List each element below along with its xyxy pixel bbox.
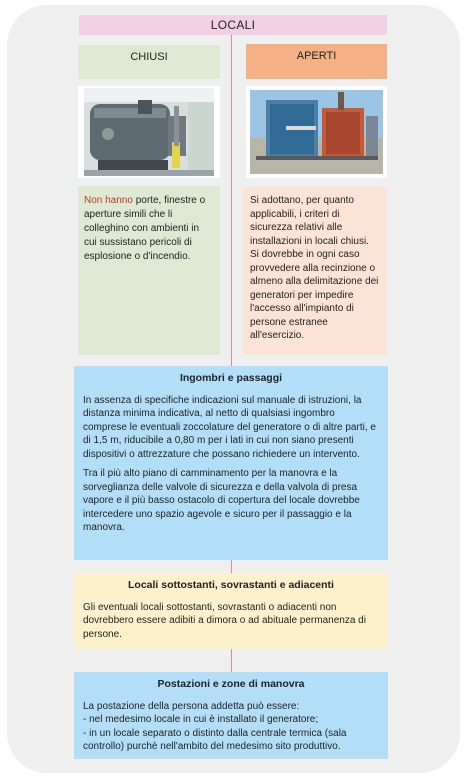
header-chiusi: CHIUSI [78,45,220,79]
header-locali: LOCALI [79,15,387,35]
section-ingombri-p2: Tra il più alto piano di camminamento per la manovra e la sorveglianza delle valvole di sicurezza e della valvola di presa vapore e il più basso ostacolo di copertura del locale dovrebbe intercedere uno spazio agevole e sicuro per il passaggio e la manovra. [83,468,360,533]
open-boiler-icon [246,86,387,178]
chiusi-description [78,186,220,355]
section-ingombri-p1: In assenza di specifiche indicazioni sul manuale di istruzioni, la distanza minima indicativa, al netto di qualsiasi ingombro comprese le eventuali zoccolature del generatore o di altre parti, e di 1,5 m, riducibile a 0,80 m per i lati in cui non siano presenti dispositivi o attrezzature che possano richiedere un intervento. [83,394,376,460]
chiusi-highlight: Non hanno [84,195,133,206]
header-aperti: APERTI [246,44,387,79]
closed-boiler-room-photo [78,86,220,178]
section-locali-title: Locali sottostanti, sovrastanti e adiacenti [128,579,334,591]
aperti-description: Si adottano, per quanto applicabili, i criteri di sicurezza relativi alle installazioni in locali chiusi. Si dovrebbe in ogni caso provvedere alla recinzione o almeno alla delimitazione dei generatori per impedire l'accesso all'impianto di persone estranee all'esercizio. [243,187,387,355]
chiusi-text: porte, finestre o aperture simili che li colleghino con ambienti in cui sussistano pericoli di esplosione o d'incendio. [84,195,206,262]
closed-boiler-icon [78,86,220,178]
section-ingombri [74,366,388,560]
section-postazioni-line3: - in un locale separato o distinto dalla centrale termica (sala controllo) purchè nell'ambito del medesimo sito produttivo. [83,727,347,752]
section-postazioni-title: Postazioni e zone di manovra [157,678,305,690]
section-ingombri-title: Ingombri e passaggi [179,372,283,384]
section-locali [74,573,388,649]
section-postazioni [74,672,388,759]
section-postazioni-line1: La postazione della persona addetta può essere: [83,700,300,712]
section-locali-p1: Gli eventuali locali sottostanti, sovrastanti o adiacenti non dovrebbero essere adibiti a dimora o ad abituale permanenza di persone. [83,601,366,640]
section-postazioni-line2: - nel medesimo locale in cui è installato il generatore; [83,714,319,725]
open-boiler-plant-photo [246,86,387,178]
